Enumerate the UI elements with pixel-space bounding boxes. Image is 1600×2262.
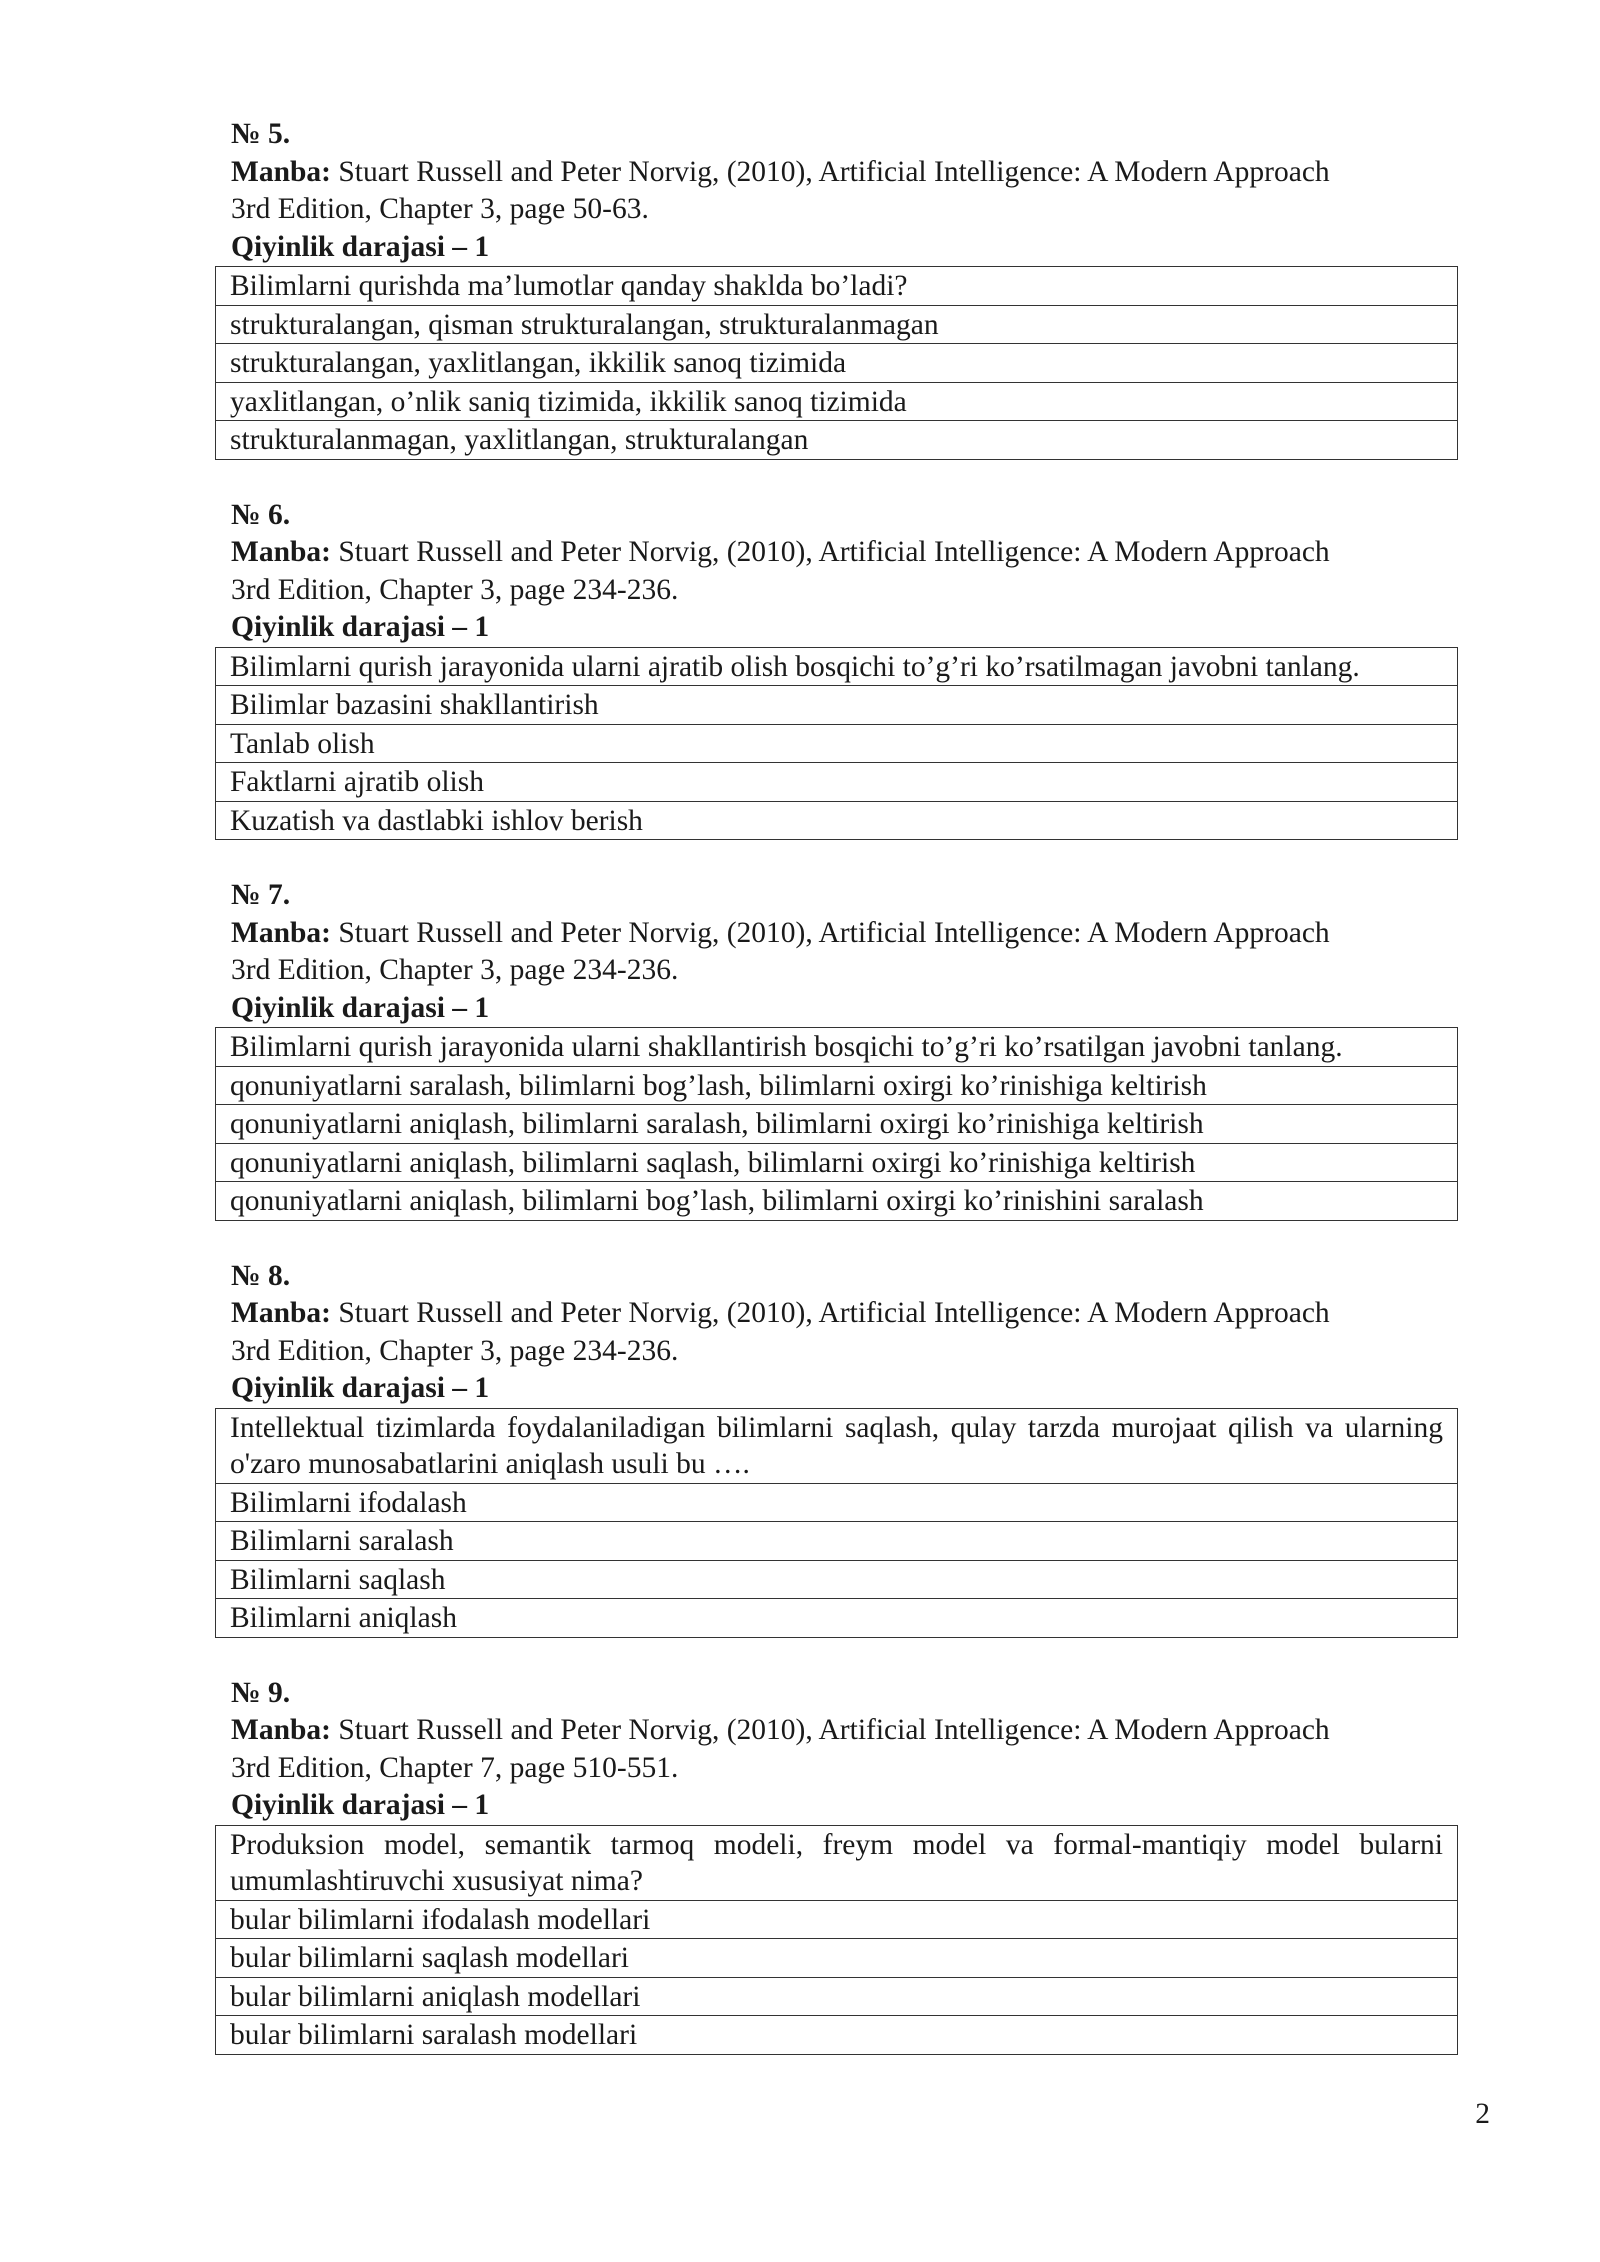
answer-row [216,1599,1458,1638]
answer-option: strukturalanmagan, yaxlitlangan, strukturalangan [216,421,1458,460]
answer-row [216,724,1458,763]
answer-row [216,1143,1458,1182]
question-table [215,1408,1458,1638]
answer-option: qonuniyatlarni saralash, bilimlarni bog’lash, bilimlarni oxirgi ko’rinishiga keltirish [216,1066,1458,1105]
source-label: Manba: [231,916,331,949]
answer-option: bular bilimlarni aniqlash modellari [216,1977,1458,2016]
question-block [229,1675,1474,2055]
source-label: Manba: [231,536,331,568]
question-text: Intellektual tizimlarda foydalaniladigan bilimlarni saqlash, qulay tarzda murojaat qilish va ularning o'zaro munosabatlarini aniqlash usuli bu …. [216,1408,1458,1483]
answer-row [216,1977,1458,2016]
source-edition: 3rd Edition, Chapter 7, page 510-551. [231,1751,679,1784]
difficulty-level: Qiyinlik darajasi – 1 [231,1789,490,1821]
answer-option: bular bilimlarni saralash modellari [216,2016,1458,2055]
source-line [229,915,1474,953]
answer-option: Bilimlarni saralash [216,1522,1458,1561]
answer-option: Bilimlarni ifodalash [216,1483,1458,1522]
question-row [216,1825,1458,1900]
answer-row [216,686,1458,725]
question-row [216,647,1458,686]
answer-option: qonuniyatlarni aniqlash, bilimlarni bog’lash, bilimlarni oxirgi ko’rinishini saralash [216,1182,1458,1221]
answer-option: Bilimlar bazasini shakllantirish [216,686,1458,725]
question-number: № 6. [231,498,291,531]
question-row [216,267,1458,306]
answer-option: Bilimlarni saqlash [216,1560,1458,1599]
question-block [229,497,1474,841]
source-edition: 3rd Edition, Chapter 3, page 50-63. [231,193,649,225]
answer-row [216,1900,1458,1939]
source-text: Stuart Russell and Peter Norvig, (2010), Artificial Intelligence: A Modern Approach [338,536,1330,568]
source-text: Stuart Russell and Peter Norvig, (2010), Artificial Intelligence: A Modern Approach [338,916,1330,949]
page-number: 2 [1475,2098,1490,2130]
source-label: Manba: [231,1714,331,1746]
answer-option: Tanlab olish [216,724,1458,763]
question-text: Bilimlarni qurish jarayonida ularni shakllantirish bosqichi to’g’ri ko’rsatilgan javobni tanlang. [216,1028,1458,1067]
difficulty-level: Qiyinlik darajasi – 1 [231,1372,490,1404]
answer-option: Kuzatish va dastlabki ishlov berish [216,801,1458,840]
question-table [215,266,1458,460]
answer-row [216,1182,1458,1221]
questions-container [229,116,1474,2092]
answer-row [216,421,1458,460]
question-table [215,1027,1458,1221]
answer-row [216,382,1458,421]
answer-option: strukturalangan, yaxlitlangan, ikkilik sanoq tizimida [216,344,1458,383]
answer-option: qonuniyatlarni aniqlash, bilimlarni saralash, bilimlarni oxirgi ko’rinishiga keltirish [216,1105,1458,1144]
answer-option: yaxlitlangan, o’nlik saniq tizimida, ikkilik sanoq tizimida [216,382,1458,421]
answer-option: strukturalangan, qisman strukturalangan, strukturalanmagan [216,305,1458,344]
question-table [215,1825,1458,2055]
source-text: Stuart Russell and Peter Norvig, (2010), Artificial Intelligence: A Modern Approach [338,1714,1330,1746]
answer-row [216,1522,1458,1561]
source-label: Manba: [231,155,331,188]
question-row [216,1408,1458,1483]
answer-row [216,1105,1458,1144]
question-block [229,877,1474,1221]
difficulty-level: Qiyinlik darajasi – 1 [231,230,490,263]
answer-row [216,2016,1458,2055]
answer-row [216,1560,1458,1599]
answer-option: Bilimlarni aniqlash [216,1599,1458,1638]
answer-option: Faktlarni ajratib olish [216,763,1458,802]
source-label: Manba: [231,1297,331,1329]
source-edition: 3rd Edition, Chapter 3, page 234-236. [231,1334,679,1367]
question-number: № 8. [231,1259,291,1292]
source-text: Stuart Russell and Peter Norvig, (2010), Artificial Intelligence: A Modern Approach [338,1297,1330,1329]
answer-row [216,344,1458,383]
answer-row [216,1483,1458,1522]
question-text: Produksion model, semantik tarmoq modeli, freym model va formal-mantiqiy model bularni umumlashtiruvchi xususiyat nima? [216,1825,1458,1900]
source-line [229,1295,1474,1333]
question-row [216,1028,1458,1067]
difficulty-level: Qiyinlik darajasi – 1 [231,991,490,1024]
question-block [229,1258,1474,1638]
question-table [215,647,1458,841]
source-line [229,534,1474,572]
question-number: № 9. [231,1676,291,1709]
question-text: Bilimlarni qurishda ma’lumotlar qanday shaklda bo’ladi? [216,267,1458,306]
source-edition: 3rd Edition, Chapter 3, page 234-236. [231,573,679,606]
source-line [229,1712,1474,1750]
answer-option: qonuniyatlarni aniqlash, bilimlarni saqlash, bilimlarni oxirgi ko’rinishiga keltirish [216,1143,1458,1182]
answer-row [216,1066,1458,1105]
question-number: № 7. [231,879,291,911]
answer-row [216,305,1458,344]
source-text: Stuart Russell and Peter Norvig, (2010), Artificial Intelligence: A Modern Approach [338,155,1330,188]
question-block [229,116,1474,460]
answer-row [216,801,1458,840]
answer-row [216,763,1458,802]
question-number: № 5. [231,118,291,150]
source-line [229,154,1474,192]
question-text: Bilimlarni qurish jarayonida ularni ajratib olish bosqichi to’g’ri ko’rsatilmagan javobni tanlang. [216,647,1458,686]
difficulty-level: Qiyinlik darajasi – 1 [231,611,490,643]
answer-row [216,1939,1458,1978]
answer-option: bular bilimlarni saqlash modellari [216,1939,1458,1978]
answer-option: bular bilimlarni ifodalash modellari [216,1900,1458,1939]
source-edition: 3rd Edition, Chapter 3, page 234-236. [231,954,679,986]
